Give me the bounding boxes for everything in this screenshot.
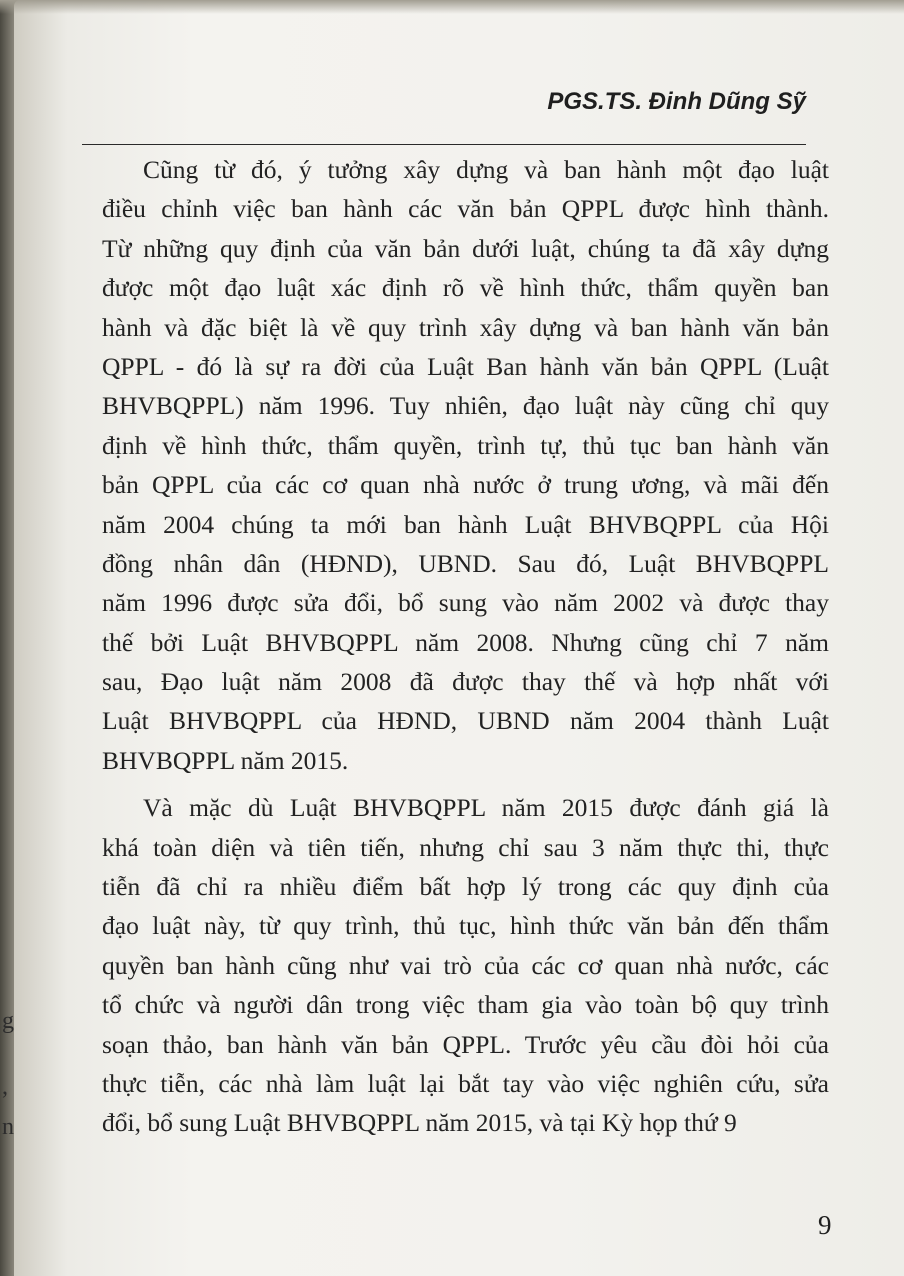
author-name: PGS.TS. Đinh Dũng Sỹ: [547, 88, 806, 115]
text-line: đổi, bổ sung Luật BHVBQPPL năm 2015, và tại Kỳ họp thứ 9: [102, 1108, 737, 1138]
margin-fragment: n: [2, 1114, 14, 1140]
text-line: thế bởi Luật BHVBQPPL năm 2008. Nhưng cũng chỉ 7 năm: [102, 627, 829, 657]
text-line: bản QPPL của các cơ quan nhà nước ở trung ương, và mãi đến: [102, 470, 829, 500]
text-line: tiễn đã chỉ ra nhiều điểm bất hợp lý trong các quy định của: [102, 872, 829, 902]
text-line: BHVBQPPL năm 2015.: [102, 745, 349, 775]
running-header: [82, 78, 806, 118]
text-line: BHVBQPPL) năm 1996. Tuy nhiên, đạo luật này cũng chỉ quy: [102, 391, 829, 421]
text-line: được một đạo luật xác định rõ về hình thức, thẩm quyền ban: [102, 273, 829, 303]
text-line: đồng nhân dân (HĐND), UBND. Sau đó, Luật BHVBQPPL: [102, 548, 829, 578]
body-text: [102, 150, 829, 1143]
text-line: sau, Đạo luật năm 2008 đã được thay thế và hợp nhất với: [102, 667, 829, 697]
text-line: khá toàn diện và tiên tiến, nhưng chỉ sau 3 năm thực thi, thực: [102, 832, 829, 862]
paragraph: [102, 150, 829, 780]
text-line: năm 1996 được sửa đổi, bổ sung vào năm 2002 và được thay: [102, 588, 829, 618]
text-line: tổ chức và người dân trong việc tham gia vào toàn bộ quy trình: [102, 990, 829, 1020]
text-line: Cũng từ đó, ý tưởng xây dựng và ban hành một đạo luật: [143, 155, 829, 184]
margin-fragment: ,: [2, 1074, 8, 1100]
text-line: thực tiễn, các nhà làm luật lại bắt tay vào việc nghiên cứu, sửa: [102, 1068, 829, 1098]
text-line: điều chỉnh việc ban hành các văn bản QPPL được hình thành.: [102, 194, 829, 224]
page-number: 9: [818, 1210, 832, 1240]
text-line: Và mặc dù Luật BHVBQPPL năm 2015 được đánh giá là: [143, 793, 829, 823]
text-line: quyền ban hành cũng như vai trò của các cơ quan nhà nước, các: [102, 950, 829, 980]
header-rule: [82, 144, 806, 145]
text-line: hành và đặc biệt là về quy trình xây dựng và ban hành văn bản: [102, 312, 829, 342]
paragraph: [102, 788, 829, 1143]
text-line: định về hình thức, thẩm quyền, trình tự, thủ tục ban hành văn: [102, 430, 829, 460]
text-line: QPPL - đó là sự ra đời của Luật Ban hành văn bản QPPL (Luật: [102, 351, 829, 381]
text-line: Từ những quy định của văn bản dưới luật, chúng ta đã xây dựng: [102, 233, 829, 263]
text-line: năm 2004 chúng ta mới ban hành Luật BHVBQPPL của Hội: [102, 509, 829, 539]
margin-fragment: g: [2, 1008, 14, 1034]
text-line: soạn thảo, ban hành văn bản QPPL. Trước yêu cầu đòi hỏi của: [102, 1029, 829, 1059]
paragraph-gap: [102, 780, 829, 788]
text-line: đạo luật này, từ quy trình, thủ tục, hình thức văn bản đến thẩm: [102, 911, 829, 941]
text-line: Luật BHVBQPPL của HĐND, UBND năm 2004 thành Luật: [102, 706, 829, 736]
page-top-edge: [0, 0, 904, 14]
